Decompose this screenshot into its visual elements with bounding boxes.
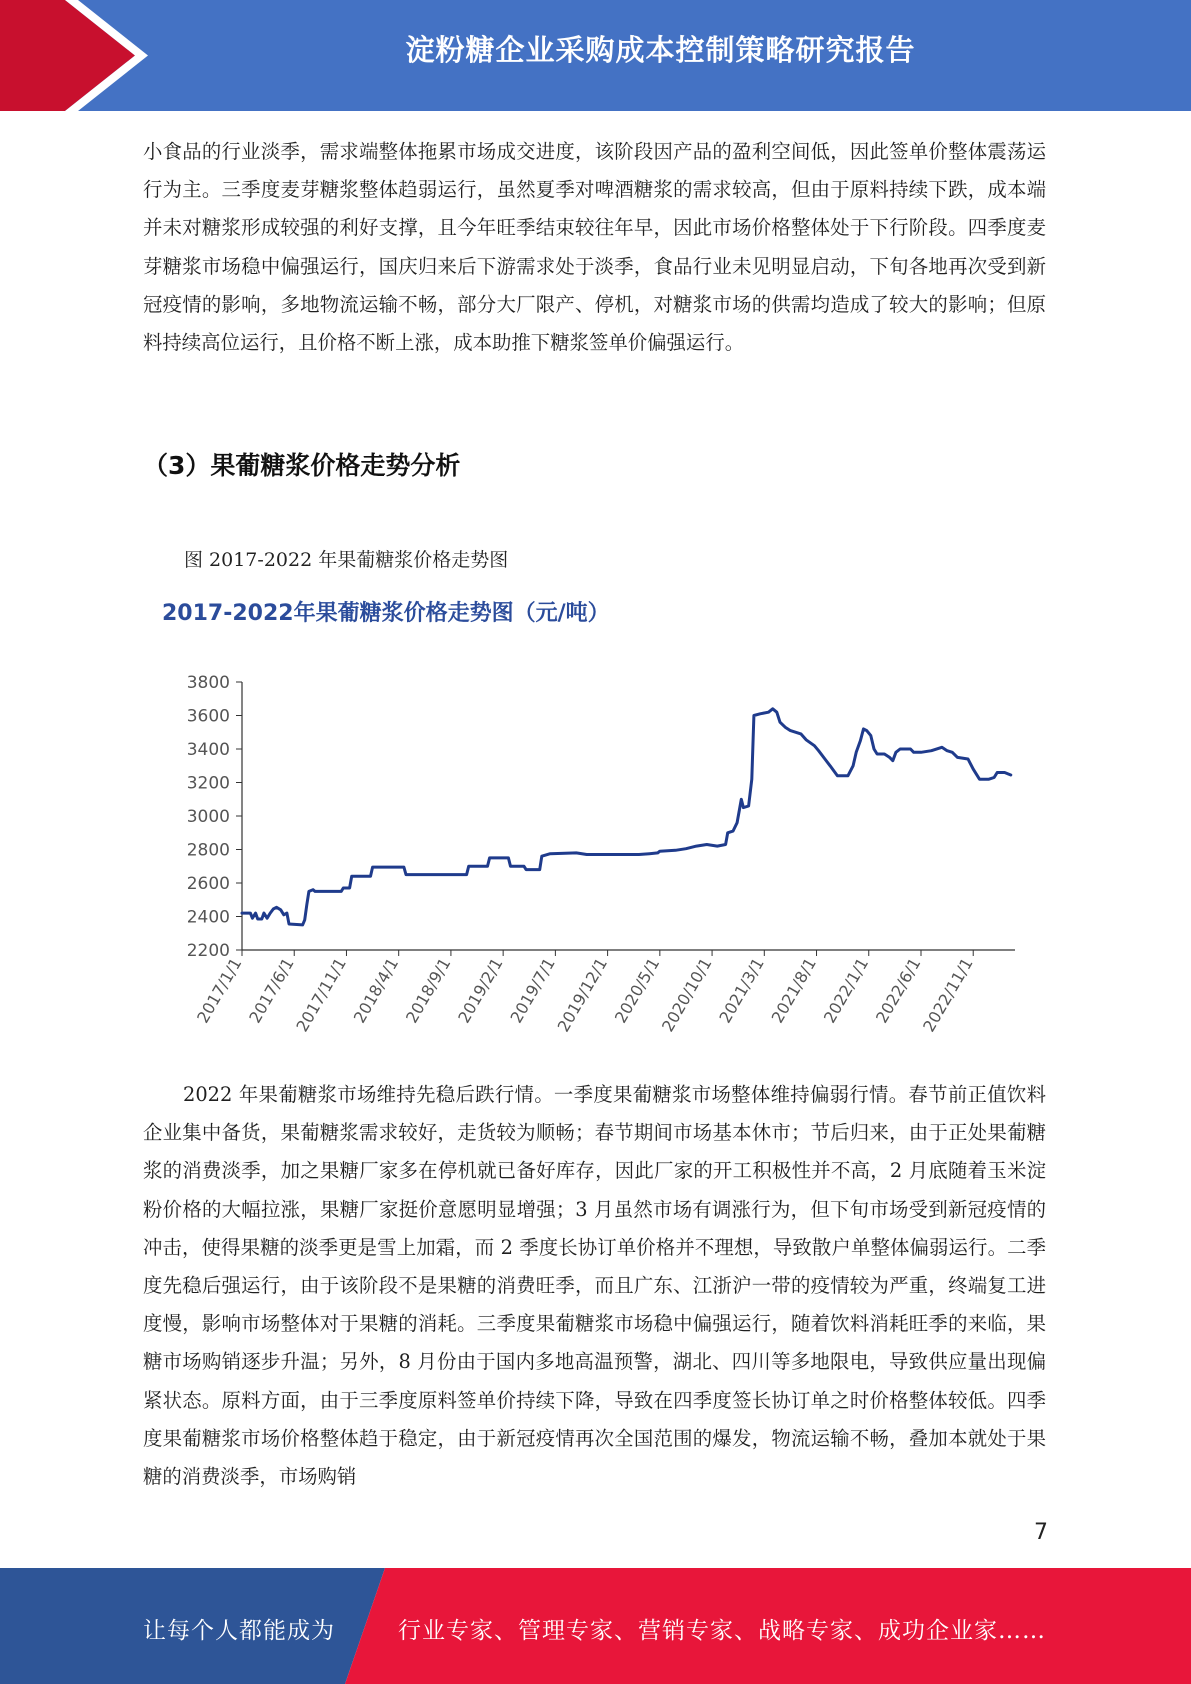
footer-slogan-left: 让每个人都能成为 (143, 1618, 335, 1644)
y-tick-label: 2200 (186, 941, 230, 961)
page-header (0, 0, 1191, 111)
footer-slogan-right: 行业专家、管理专家、营销专家、战略专家、成功企业家…… (398, 1618, 1046, 1644)
x-tick-label: 2017/11/1 (292, 954, 350, 1036)
document-title: 淀粉糖企业采购成本控制策略研究报告 (405, 33, 916, 67)
page-footer (0, 1568, 1191, 1684)
x-tick-label: 2021/3/1 (715, 954, 768, 1027)
section-heading: （3）果葡糖浆价格走势分析 (143, 451, 461, 480)
x-tick-label: 2018/9/1 (401, 954, 455, 1027)
y-axis (187, 673, 242, 961)
x-tick-label: 2022/11/1 (919, 954, 977, 1036)
x-tick-label: 2019/7/1 (506, 954, 559, 1027)
x-tick-label: 2017/1/1 (193, 954, 246, 1027)
chart-title: 2017-2022年果葡糖浆价格走势图（元/吨） (162, 601, 610, 626)
x-tick-label: 2020/10/1 (658, 954, 716, 1036)
x-axis (193, 950, 1015, 1035)
x-tick-label: 2020/5/1 (610, 954, 664, 1027)
header-arrow-icon (0, 0, 150, 111)
price-chart-svg (150, 585, 1050, 1055)
y-tick-label: 2600 (186, 874, 230, 894)
x-tick-label: 2018/4/1 (349, 954, 403, 1027)
y-tick-label: 3000 (186, 807, 230, 827)
page-number: 7 (1034, 1520, 1048, 1545)
header-arrow-red-shape (0, 0, 135, 111)
chart-series (242, 709, 1011, 925)
y-tick-label: 2800 (186, 840, 230, 861)
price-chart (150, 585, 1050, 1055)
x-tick-label: 2021/8/1 (767, 954, 820, 1027)
x-tick-label: 2022/6/1 (872, 954, 925, 1027)
x-tick-label: 2017/6/1 (245, 954, 298, 1027)
price-series-line (242, 709, 1011, 925)
y-tick-label: 3600 (186, 706, 230, 727)
y-tick-label: 3200 (186, 773, 230, 794)
body-paragraph-2: 2022 年果葡糖浆市场维持先稳后跌行情。一季度果葡糖浆市场整体维持偏弱行情。春节前正值饮料企业集中备货，果葡糖浆需求较好，走货较为顺畅；春节期间市场基本休市；节后归来，由于正处果葡糖浆的消费淡季，加之果糖厂家多在停机就已备好库存，因此厂家的开工积极性并不高，2 月底随着玉米淀粉价格的大幅拉涨，果糖厂家挺价意愿明显增强；3 月虽然市场有调涨行为，但下旬市场受到新冠疫情的冲击，使得果糖的淡季更是雪上加霜，而 2 季度长协订单价格并不理想，导致散户单整体偏弱运行。二季度先稳后强运行，由于该阶段不是果糖的消费旺季，而且广东、江浙沪一带的疫情较为严重，终端复工进度慢，影响市场整体对于果糖的消耗。三季度果葡糖浆市场稳中偏强运行，随着饮料消耗旺季的来临，果糖市场购销逐步升温；另外，8 月份由于国内多地高温预警，湖北、四川等多地限电，导致供应量出现偏紧状态。原料方面，由于三季度原料签单价持续下降，导致在四季度签长协订单之时价格整体较低。四季度果葡糖浆市场价格整体趋于稳定，由于新冠疫情再次全国范围的爆发，物流运输不畅，叠加本就处于果糖的消费淡季，市场购销 (143, 1083, 1046, 1489)
x-tick-label: 2019/2/1 (454, 954, 507, 1027)
body-paragraph-1: 小食品的行业淡季，需求端整体拖累市场成交进度，该阶段因产品的盈利空间低，因此签单价整体震荡运行为主。三季度麦芽糖浆整体趋弱运行，虽然夏季对啤酒糖浆的需求较高，但由于原料持续下跌，成本端并未对糖浆形成较强的利好支撑，且今年旺季结束较往年早，因此市场价格整体处于下行阶段。四季度麦芽糖浆市场稳中偏强运行，国庆归来后下游需求处于淡季，食品行业未见明显启动，下旬各地再次受到新冠疫情的影响，多地物流运输不畅，部分大厂限产、停机，对糖浆市场的供需均造成了较大的影响；但原料持续高位运行，且价格不断上涨，成本助推下糖浆签单价偏强运行。 (143, 140, 1046, 355)
y-tick-label: 2400 (186, 907, 230, 928)
y-tick-label: 3400 (186, 740, 230, 760)
figure-caption: 图 2017-2022 年果葡糖浆价格走势图 (184, 549, 509, 571)
y-tick-label: 3800 (186, 673, 230, 693)
x-tick-label: 2019/12/1 (553, 954, 612, 1036)
x-tick-label: 2022/1/1 (819, 954, 873, 1027)
